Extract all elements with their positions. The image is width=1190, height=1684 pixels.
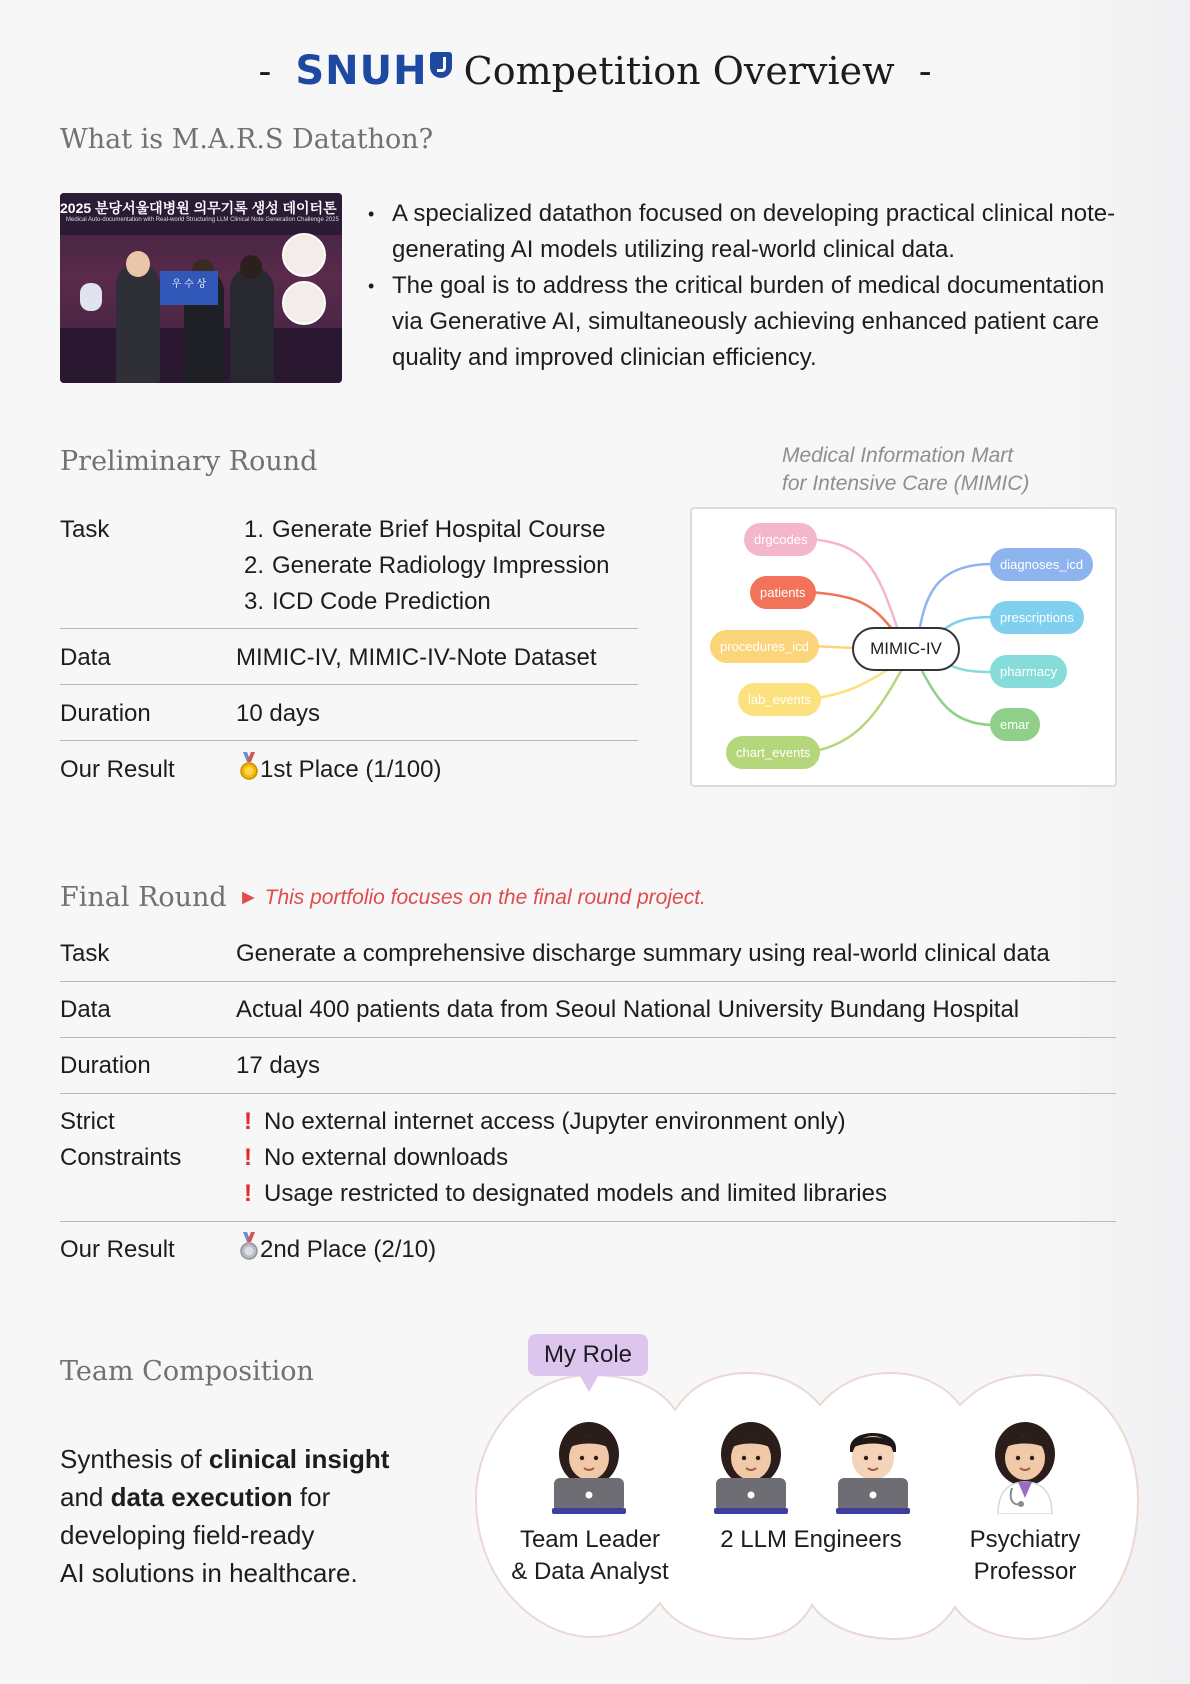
portrait-1: [282, 233, 326, 277]
node-mimic-iv: MIMIC-IV: [852, 627, 960, 671]
final-constraints-label: Strict Constraints: [60, 1108, 182, 1171]
list-item: 1. Generate Brief Hospital Course: [244, 516, 606, 543]
portrait-2: [282, 281, 326, 325]
node-diagnoses-icd: diagnoses_icd: [990, 548, 1093, 581]
divider: [60, 684, 638, 685]
page-title: Competition Overview: [463, 49, 895, 93]
header-dash-right: -: [918, 49, 932, 93]
team-title: Team Composition: [60, 1356, 314, 1387]
final-duration-label: Duration: [60, 1052, 151, 1079]
final-title: Final Round: [60, 882, 227, 913]
photo-banner: 2025 분당서울대병원 의무기록 생성 데이터톤: [60, 193, 342, 235]
exclamation-icon: !: [244, 1180, 252, 1207]
final-result-value: 2nd Place (2/10): [260, 1236, 437, 1263]
preliminary-result-value: 1st Place (1/100): [260, 756, 442, 783]
divider: [60, 740, 638, 741]
snuh-logo: SNUH: [295, 48, 428, 94]
preliminary-duration-label: Duration: [60, 700, 151, 727]
final-task-value: Generate a comprehensive discharge summary using real-world clinical data: [236, 940, 1050, 967]
member-llm-engineers: 2 LLM Engineers: [720, 1526, 902, 1553]
preliminary-duration-row: [60, 696, 640, 732]
award-sign: 우 수 상: [160, 271, 218, 305]
final-task-label: Task: [60, 940, 110, 967]
my-role-badge: My Role: [528, 1334, 648, 1376]
mimic-diagram: [690, 507, 1117, 787]
final-data-row: [60, 992, 1116, 1028]
preliminary-task-row: [60, 512, 640, 622]
preliminary-data-value: MIMIC-IV, MIMIC-IV-Note Dataset: [236, 644, 597, 671]
final-result-label: Our Result: [60, 1236, 175, 1263]
preliminary-task-label: Task: [60, 516, 110, 543]
node-procedures-icd: procedures_icd: [710, 630, 819, 663]
node-patients: patients: [750, 576, 816, 609]
preliminary-data-label: Data: [60, 644, 111, 671]
female-technologist-icon: [710, 1418, 792, 1514]
final-duration-value: 17 days: [236, 1052, 321, 1079]
divider: [60, 1093, 1116, 1094]
divider: [60, 628, 638, 629]
preliminary-title: Preliminary Round: [60, 446, 318, 477]
gold-medal-icon: [238, 752, 260, 782]
final-data-value: Actual 400 patients data from Seoul National University Bundang Hospital: [236, 996, 1020, 1023]
divider: [60, 1037, 1116, 1038]
my-role-tail: [580, 1376, 598, 1392]
preliminary-result-label: Our Result: [60, 756, 175, 783]
exclamation-icon: !: [244, 1108, 252, 1135]
header-dash-left: -: [258, 49, 272, 93]
intro-bullet-1: • A specialized datathon focused on developing practical clinical note-generating AI models utilizing real-world clinical data.: [368, 196, 1128, 268]
final-task-row: [60, 936, 1116, 972]
silver-medal-icon: [238, 1232, 260, 1262]
team-description: Synthesis of clinical insight and data execution for developing field-ready AI solutions in healthcare.: [60, 1444, 390, 1588]
intro-bullets: [368, 196, 1128, 376]
node-pharmacy: pharmacy: [990, 655, 1067, 688]
preliminary-task-list: [244, 512, 610, 620]
list-item: ! No external downloads: [238, 1140, 887, 1176]
final-constraints-list: [238, 1104, 887, 1212]
preliminary-data-row: [60, 640, 640, 676]
page-header: [0, 48, 1190, 94]
final-data-label: Data: [60, 996, 111, 1023]
list-item: 2. Generate Radiology Impression: [244, 552, 610, 579]
preliminary-duration-value: 10 days: [236, 700, 321, 727]
list-item: ! No external internet access (Jupyter environment only): [238, 1104, 887, 1140]
node-chart-events: chart_events: [726, 736, 820, 769]
intro-bullet-2: • The goal is to address the critical burden of medical documentation via Generative AI, simultaneously achieving enhanced patient care quality and improved clinician efficiency.: [368, 268, 1128, 376]
male-technologist-icon: [832, 1418, 914, 1514]
node-prescriptions: prescriptions: [990, 601, 1084, 634]
node-lab-events: lab_events: [738, 683, 821, 716]
photo-banner-sub: Medical Auto-documentation with Real-world Structuring LLM Clinical Note Generation Challenge 2025: [66, 217, 339, 223]
member-psychiatry-professor: Psychiatry Professor: [969, 1526, 1081, 1585]
node-emar: emar: [990, 708, 1040, 741]
female-health-worker-icon: [984, 1418, 1066, 1514]
divider: [60, 1221, 1116, 1222]
member-team-leader: Team Leader & Data Analyst: [511, 1526, 669, 1585]
award-photo: [60, 193, 342, 383]
exclamation-icon: !: [244, 1144, 252, 1171]
preliminary-result-row: [60, 752, 640, 788]
list-item: ! Usage restricted to designated models and limited libraries: [238, 1176, 887, 1212]
female-technologist-icon: [548, 1418, 630, 1514]
list-item: 3. ICD Code Prediction: [244, 588, 491, 615]
final-note: ► This portfolio focuses on the final round project.: [238, 886, 706, 909]
final-constraints-row: [60, 1104, 1116, 1214]
final-result-row: [60, 1232, 1116, 1268]
intro-title: What is M.A.R.S Datathon?: [60, 124, 434, 155]
mimic-caption: Medical Information Mart for Intensive Care (MIMIC): [782, 444, 1030, 495]
node-drgcodes: drgcodes: [744, 523, 817, 556]
final-duration-row: [60, 1048, 1116, 1084]
snuh-shield-icon: [430, 52, 452, 78]
divider: [60, 981, 1116, 982]
